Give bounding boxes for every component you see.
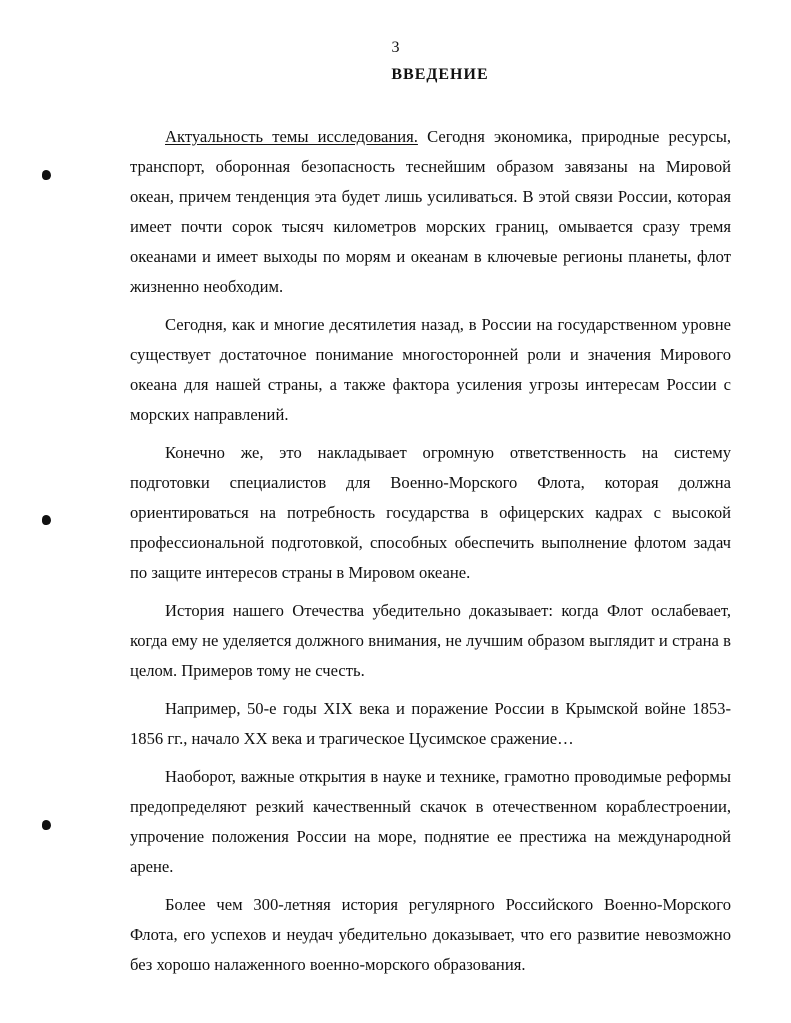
paragraph-4: История нашего Отечества убедительно доказывает: когда Флот ослабевает, когда ему не уделяется должного внимания, не лучшим образом выглядит и страна в целом. Примеров тому не счесть.: [130, 601, 731, 680]
topic-relevance-label: Актуальность темы исследования.: [165, 127, 418, 146]
paragraph-2: Сегодня, как и многие десятилетия назад, в России на государственном уровне существует достаточное понимание многосторонней роли и значения Мирового океана для нашей страны, а также фактора усиления угрозы интересам России с морских направлений.: [130, 315, 731, 424]
page-number: 3: [391, 39, 400, 56]
paragraph-7: Более чем 300-летняя история регулярного Российского Военно-Морского Флота, его успехов и неудач убедительно доказывает, что его развитие невозможно без хорошо налаженного военно-морского образования.: [130, 895, 731, 974]
binding-hole-mark: [42, 515, 51, 525]
paragraph-6: Наоборот, важные открытия в науке и технике, грамотно проводимые реформы предопределяют резкий качественный скачок в отечественном кораблестроении, упрочение положения России на море, поднятие ее престижа на международной арене.: [130, 767, 731, 876]
body-text: [130, 122, 731, 988]
paragraph-3: Конечно же, это накладывает огромную ответственность на систему подготовки специалистов для Военно-Морского Флота, которая должна ориентироваться на потребность государства в офицерских кадрах с высокой профессиональной подготовкой, способных обеспечить выполнение флотом задач по защите интересов страны в Мировом океане.: [130, 443, 731, 582]
paragraph-1-text: Сегодня экономика, природные ресурсы, транспорт, оборонная безопасность теснейшим образом завязаны на Мировой океан, причем тенденция эта будет лишь усиливаться. В этой связи России, которая имеет почти сорок тысяч километров морских границ, омывается сразу тремя океанами и имеет выходы по морям и океанам в ключевые регионы планеты, флот жизненно необходим.: [130, 127, 732, 296]
paragraph-5: Например, 50-е годы XIX века и поражение России в Крымской войне 1853-1856 гг., начало XX века и трагическое Цусимское сражение…: [130, 699, 731, 748]
binding-hole-mark: [42, 820, 51, 830]
paragraph-1: [130, 122, 731, 302]
binding-hole-mark: [42, 170, 51, 180]
page-title: ВВЕДЕНИЕ: [391, 66, 489, 83]
